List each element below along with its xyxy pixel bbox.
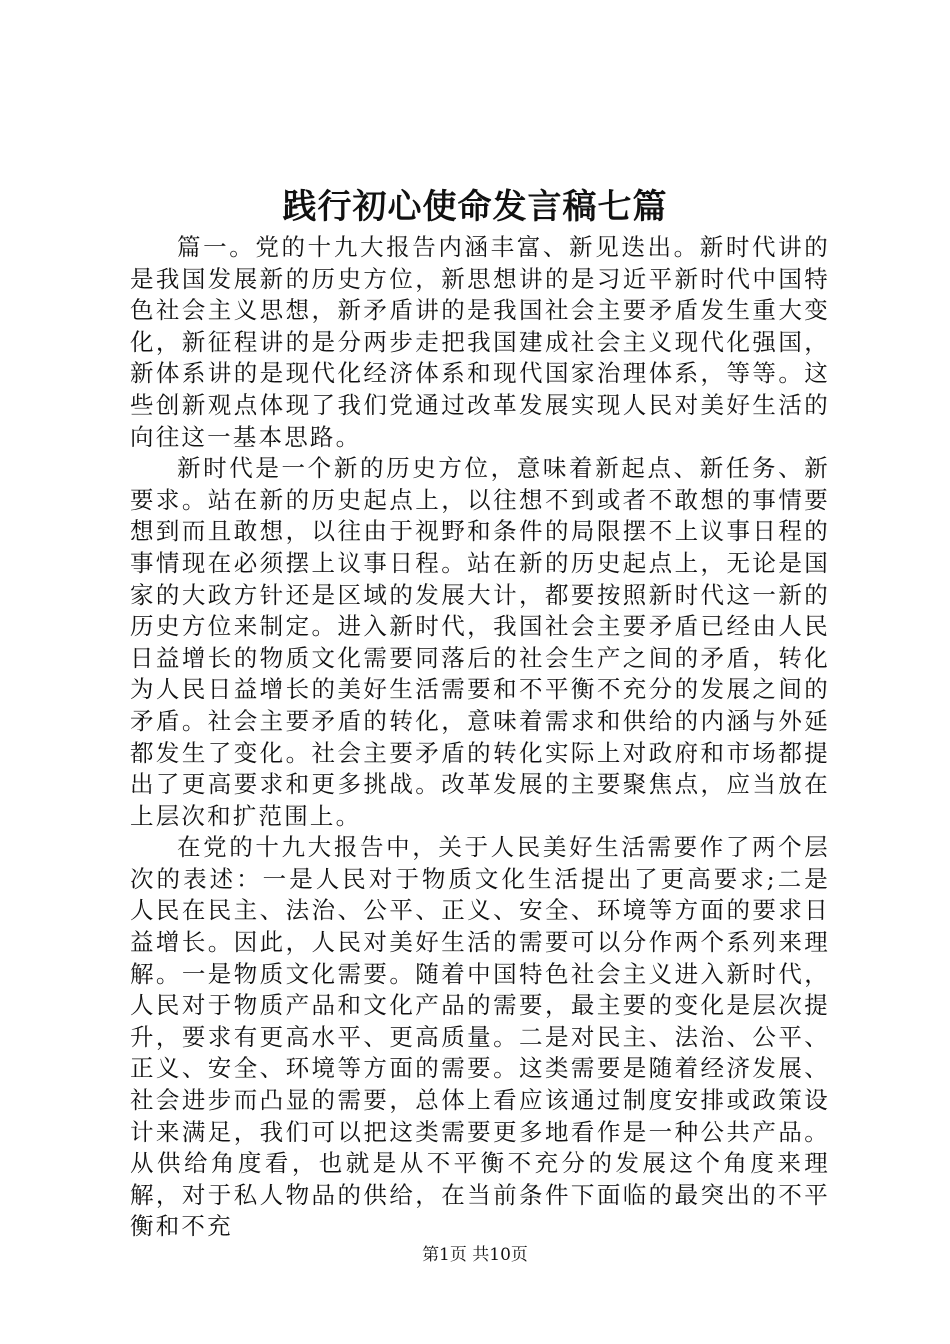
document-title: 践行初心使命发言稿七篇: [282, 187, 668, 227]
page-number-footer: 第1页 共10页: [422, 1245, 528, 1265]
document-body: [130, 232, 830, 1243]
paragraph-1: 篇一。党的十九大报告内涵丰富、新见迭出。新时代讲的是我国发展新的历史方位，新思想讲的是习近平新时代中国特色社会主义思想，新矛盾讲的是我国社会主要矛盾发生重大变化，新征程讲的是分两步走把我国建成社会主义现代化强国，新体系讲的是现代化经济体系和现代国家治理体系，等等。这些创新观点体现了我们党通过改革发展实现人民对美好生活的向往这一基本思路。: [130, 233, 830, 451]
paragraph-3: 在党的十九大报告中，关于人民美好生活需要作了两个层次的表述：一是人民对于物质文化生活提出了更高要求;二是人民在民主、法治、公平、正义、安全、环境等方面的要求日益增长。因此，人民对美好生活的需要可以分作两个系列来理解。一是物质文化需要。随着中国特色社会主义进入新时代，人民对于物质产品和文化产品的需要，最主要的变化是层次提升，要求有更高水平、更高质量。二是对民主、法治、公平、正义、安全、环境等方面的需要。这类需要是随着经济发展、社会进步而凸显的需要，总体上看应该通过制度安排或政策设计来满足，我们可以把这类需要更多地看作是一种公共产品。从供给角度看，也就是从不平衡不充分的发展这个角度来理解，对于私人物品的供给，在当前条件下面临的最突出的不平衡和不充: [130, 833, 830, 1241]
paragraph-2: 新时代是一个新的历史方位，意味着新起点、新任务、新要求。站在新的历史起点上，以往想不到或者不敢想的事情要想到而且敢想，以往由于视野和条件的局限摆不上议事日程的事情现在必须摆上议事日程。站在新的历史起点上，无论是国家的大政方针还是区域的发展大计，都要按照新时代这一新的历史方位来制定。进入新时代，我国社会主要矛盾已经由人民日益增长的物质文化需要同落后的社会生产之间的矛盾，转化为人民日益增长的美好生活需要和不平衡不充分的发展之间的矛盾。社会主要矛盾的转化，意味着需求和供给的内涵与外延都发生了变化。社会主要矛盾的转化实际上对政府和市场都提出了更高要求和更多挑战。改革发展的主要聚焦点，应当放在上层次和扩范围上。: [130, 454, 830, 830]
